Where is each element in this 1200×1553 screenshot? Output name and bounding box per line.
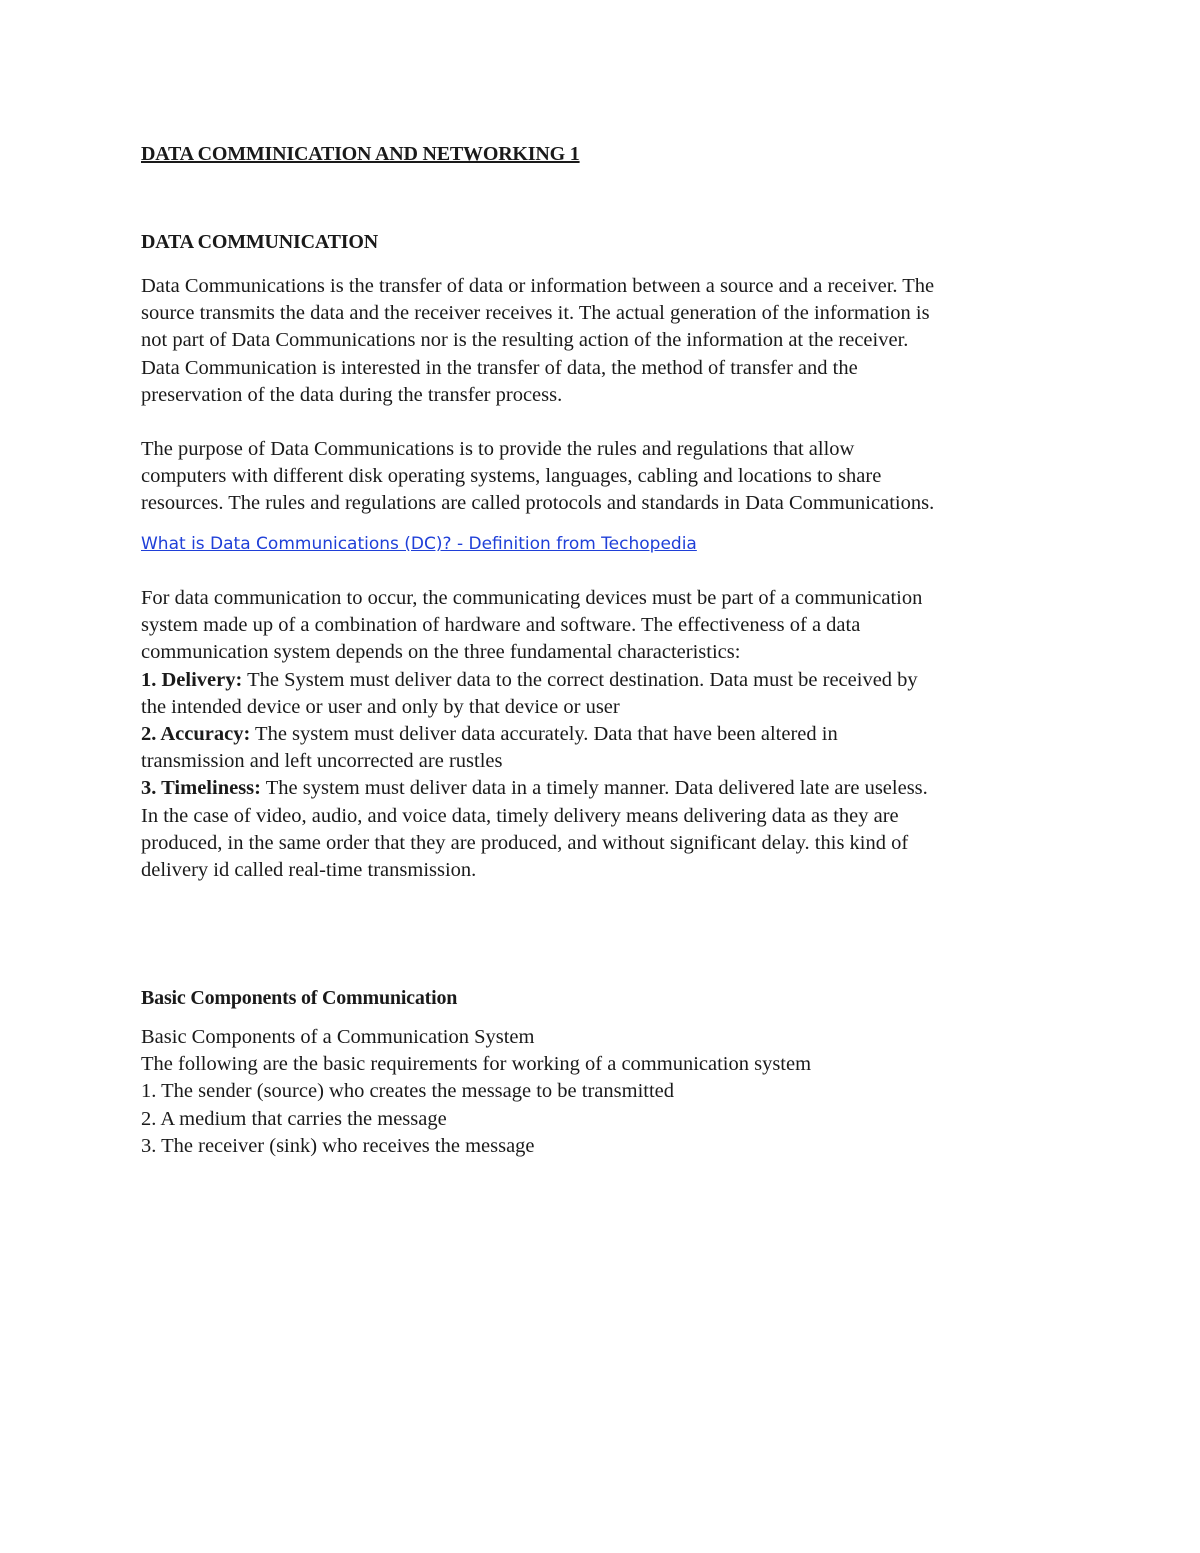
text-line: resources. The rules and regulations are called protocols and standards in Data Communications. [141, 492, 935, 515]
text-line: preservation of the data during the transfer process. [141, 383, 563, 406]
section-heading-basic-components: Basic Components of Communication [141, 987, 458, 1009]
text-line: not part of Data Communications nor is the resulting action of the information at the receiver. [141, 329, 909, 352]
characteristic-text: The system must deliver data in a timely manner. Data delivered late are useless. [260, 777, 928, 800]
paragraph-definition [141, 273, 1061, 409]
paragraph-characteristics [141, 585, 1061, 884]
text-line: produced, in the same order that they are produced, and without significant delay. this kind of [141, 831, 909, 854]
text-line: computers with different disk operating systems, languages, cabling and locations to share [141, 465, 882, 488]
text-line: In the case of video, audio, and voice data, timely delivery means delivering data as they are [141, 804, 899, 827]
text-line: delivery id called real-time transmission. [141, 859, 477, 882]
characteristic-text: The System must deliver data to the correct destination. Data must be received by [242, 668, 918, 691]
characteristic-timeliness [141, 775, 1061, 802]
section-heading-data-communication: DATA COMMUNICATION [141, 231, 378, 253]
document-title: DATA COMMINICATION AND NETWORKING 1 [141, 143, 580, 165]
list-item: 1. The sender (source) who creates the message to be transmitted [141, 1080, 674, 1103]
characteristic-label: 2. Accuracy: [141, 723, 251, 746]
text-line: Basic Components of a Communication System [141, 1026, 535, 1048]
techopedia-link[interactable]: What is Data Communications (DC)? - Definition from Techopedia [141, 534, 697, 554]
text-line: system made up of a combination of hardware and software. The effectiveness of a data [141, 614, 861, 637]
paragraph-purpose [141, 436, 1061, 518]
text-line: the intended device or user and only by that device or user [141, 695, 620, 718]
list-item: 2. A medium that carries the message [141, 1107, 447, 1130]
characteristic-label: 1. Delivery: [141, 668, 243, 691]
text-line: communication system depends on the three fundamental characteristics: [141, 641, 741, 664]
text-line: The following are the basic requirements for working of a communication system [141, 1053, 812, 1076]
characteristic-accuracy [141, 721, 1061, 748]
text-line: Data Communications is the transfer of data or information between a source and a receiver. The [141, 275, 935, 297]
characteristic-delivery [141, 667, 1061, 694]
text-line: Data Communication is interested in the transfer of data, the method of transfer and the [141, 356, 858, 379]
text-line: transmission and left uncorrected are rustles [141, 750, 503, 773]
paragraph-basic-components [141, 1024, 1061, 1160]
text-line: For data communication to occur, the communicating devices must be part of a communication [141, 587, 923, 609]
text-line: The purpose of Data Communications is to provide the rules and regulations that allow [141, 438, 855, 460]
list-item: 3. The receiver (sink) who receives the message [141, 1134, 535, 1157]
characteristic-text: The system must deliver data accurately. Data that have been altered in [250, 723, 838, 746]
characteristic-label: 3. Timeliness: [141, 777, 261, 800]
text-line: source transmits the data and the receiver receives it. The actual generation of the information is [141, 302, 930, 325]
